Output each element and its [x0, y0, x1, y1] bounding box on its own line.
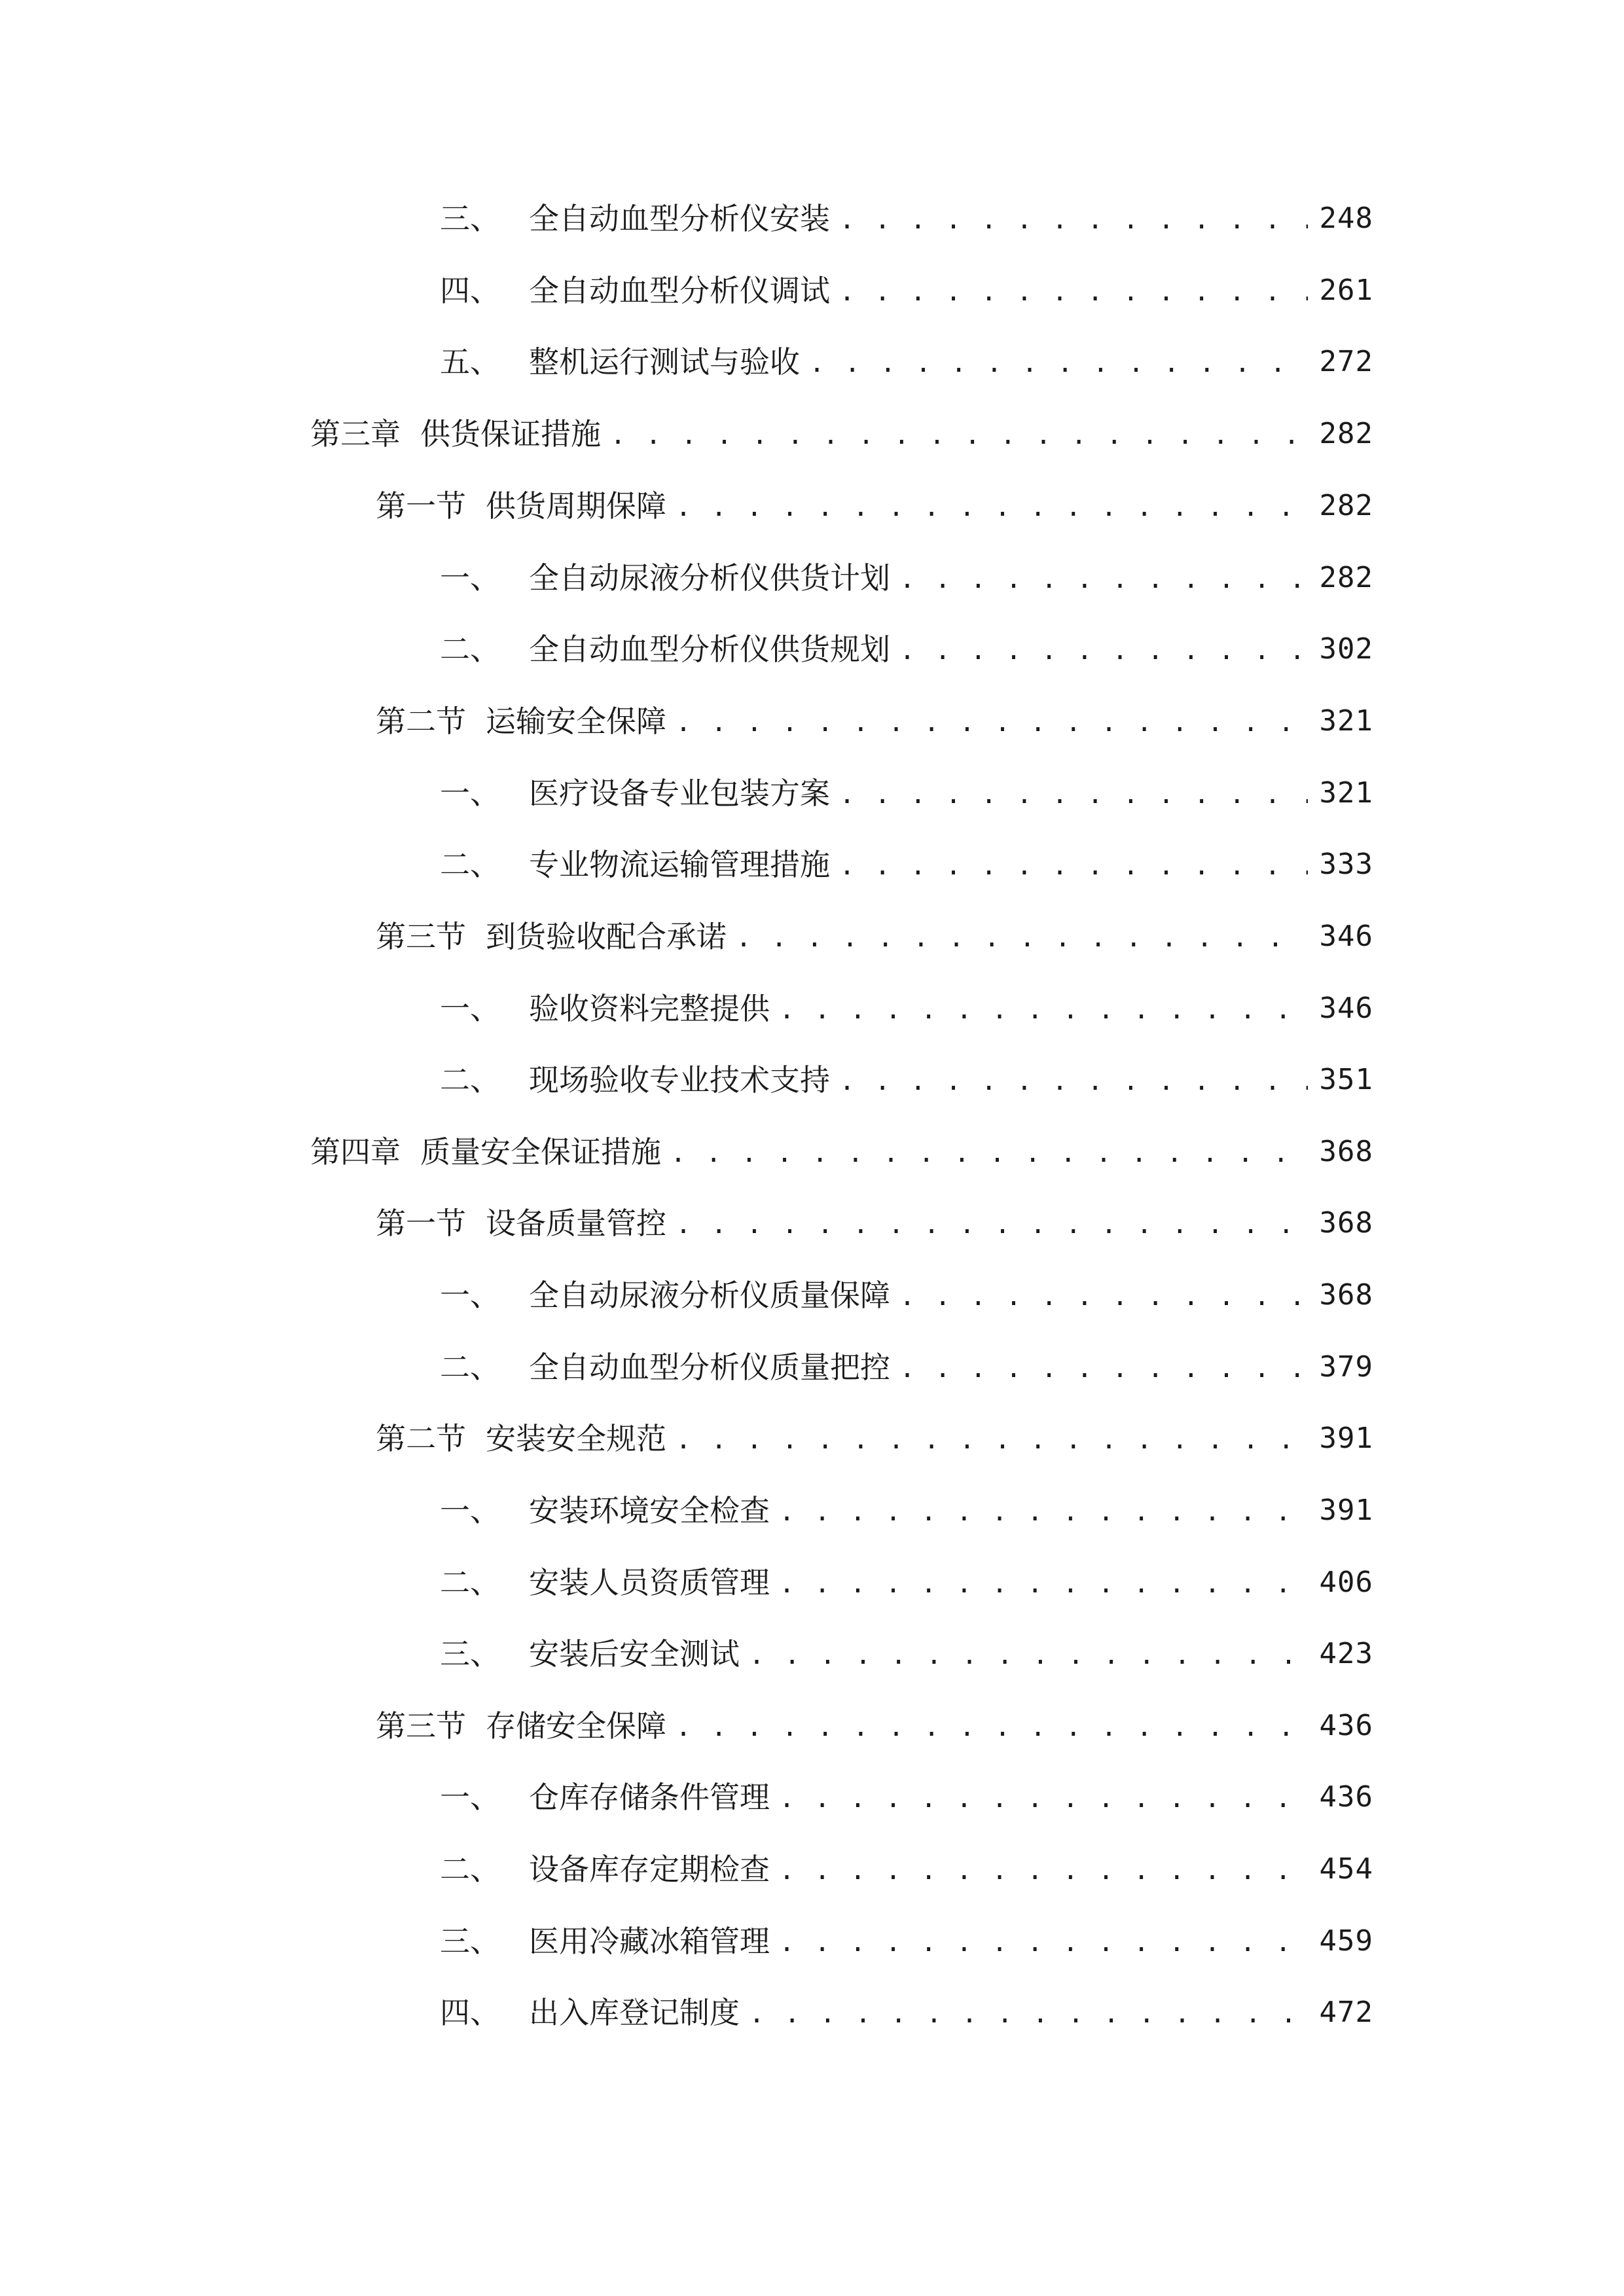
toc-entry-number: 三、 — [440, 1924, 500, 1959]
toc-entry-page-number: 333 — [1319, 848, 1373, 881]
toc-entry-number: 一、 — [440, 991, 500, 1026]
toc-entry — [310, 1126, 1373, 1178]
dot-leader — [610, 408, 1308, 460]
toc-entry-page-number: 368 — [1319, 1206, 1373, 1240]
toc-entry-number: 第一节 — [376, 1206, 466, 1241]
toc-entry-number: 三、 — [440, 201, 500, 236]
toc-entry — [440, 1628, 1373, 1680]
toc-entry-page-number: 454 — [1319, 1852, 1373, 1886]
dot-leader — [676, 480, 1308, 532]
toc-entry — [376, 1197, 1373, 1249]
toc-entry — [376, 910, 1373, 963]
toc-entry-page-number: 272 — [1319, 345, 1373, 378]
toc-entry-page-number: 282 — [1319, 489, 1373, 522]
toc-entry-number: 第二节 — [376, 1421, 466, 1456]
toc-entry-title: 专业物流运输管理措施 — [529, 847, 830, 882]
toc-entry-title: 全自动血型分析仪调试 — [529, 273, 830, 308]
toc-entry-title: 安装安全规范 — [486, 1421, 666, 1456]
toc-entry-page-number: 423 — [1319, 1637, 1373, 1670]
dot-leader — [670, 1126, 1308, 1178]
toc-entry-number: 第三节 — [376, 919, 466, 954]
dot-leader — [899, 1269, 1308, 1321]
toc-entry-number: 二、 — [440, 632, 500, 667]
toc-entry-number: 一、 — [440, 776, 500, 811]
toc-entry — [440, 336, 1373, 388]
toc-entry — [440, 1341, 1373, 1393]
toc-entry-title: 供货周期保障 — [486, 488, 666, 524]
dot-leader — [839, 264, 1308, 317]
dot-leader — [779, 1771, 1308, 1823]
toc-entry — [376, 480, 1373, 532]
toc-entry-title: 存储安全保障 — [486, 1708, 666, 1744]
toc-entry-title: 安装人员资质管理 — [529, 1565, 770, 1600]
dot-leader — [749, 1986, 1308, 2039]
toc-entry-page-number: 302 — [1319, 632, 1373, 666]
toc-entry — [440, 1484, 1373, 1537]
toc-entry-number: 五、 — [440, 344, 500, 380]
toc-entry-title: 全自动血型分析仪安装 — [529, 201, 830, 236]
toc-entry-title: 验收资料完整提供 — [529, 991, 770, 1026]
toc-entry — [440, 982, 1373, 1035]
toc-entry-number: 二、 — [440, 1852, 500, 1887]
dot-leader — [676, 1700, 1308, 1752]
toc-entry — [376, 1412, 1373, 1465]
dot-leader — [839, 1054, 1308, 1106]
toc-entry-number: 二、 — [440, 1565, 500, 1600]
dot-leader — [736, 910, 1308, 963]
toc-entry-title: 出入库登记制度 — [529, 1995, 740, 2030]
dot-leader — [676, 1197, 1308, 1249]
toc-entry — [440, 838, 1373, 891]
dot-leader — [899, 552, 1308, 604]
dot-leader — [839, 767, 1308, 819]
toc-entry-number: 四、 — [440, 1995, 500, 2030]
dot-leader — [899, 1341, 1308, 1393]
toc-entry-number: 一、 — [440, 1780, 500, 1815]
toc-entry — [440, 1986, 1373, 2039]
toc-entry-page-number: 346 — [1319, 920, 1373, 953]
toc-entry-number: 一、 — [440, 560, 500, 596]
toc-entry-title: 质量安全保证措施 — [420, 1134, 661, 1170]
dot-leader — [779, 982, 1308, 1035]
dot-leader — [839, 192, 1308, 245]
toc-entry-number: 第三章 — [310, 416, 401, 452]
toc-entry-title: 全自动尿液分析仪供货计划 — [529, 560, 890, 596]
toc-entry-number: 第二节 — [376, 704, 466, 739]
toc-entry — [440, 1054, 1373, 1106]
toc-entry-page-number: 368 — [1319, 1278, 1373, 1312]
toc-entry — [440, 767, 1373, 819]
dot-leader — [899, 623, 1308, 675]
toc-entry-number: 二、 — [440, 1062, 500, 1098]
dot-leader — [749, 1628, 1308, 1680]
toc-entry-page-number: 406 — [1319, 1566, 1373, 1599]
toc-entry-title: 医疗设备专业包装方案 — [529, 776, 830, 811]
toc-entry-title: 医用冷藏冰箱管理 — [529, 1924, 770, 1959]
toc-entry-title: 全自动血型分析仪供货规划 — [529, 632, 890, 667]
toc-entry-number: 一、 — [440, 1278, 500, 1313]
toc-entry-title: 设备质量管控 — [486, 1206, 666, 1241]
toc-entry-page-number: 248 — [1319, 202, 1373, 235]
toc-entry-page-number: 282 — [1319, 417, 1373, 450]
toc-entry-number: 二、 — [440, 847, 500, 882]
toc-entry-title: 现场验收专业技术支持 — [529, 1062, 830, 1098]
toc-entry — [440, 1771, 1373, 1823]
dot-leader — [779, 1915, 1308, 1967]
toc-entry-page-number: 282 — [1319, 561, 1373, 594]
toc-entry — [376, 1700, 1373, 1752]
toc-entry-number: 二、 — [440, 1350, 500, 1385]
toc-entry-page-number: 368 — [1319, 1135, 1373, 1168]
toc-entry — [440, 1843, 1373, 1895]
toc-entry-title: 到货验收配合承诺 — [486, 919, 727, 954]
toc-entry-page-number: 472 — [1319, 1996, 1373, 2029]
toc-entry — [440, 1556, 1373, 1609]
toc-entry — [440, 1915, 1373, 1967]
toc-entry-page-number: 436 — [1319, 1709, 1373, 1742]
toc-entry-page-number: 351 — [1319, 1063, 1373, 1096]
toc-entry — [440, 552, 1373, 604]
toc-entry-title: 整机运行测试与验收 — [529, 344, 800, 380]
toc-entry — [310, 408, 1373, 460]
toc-entry-title: 仓库存储条件管理 — [529, 1780, 770, 1815]
dot-leader — [676, 695, 1308, 747]
toc-entry-number: 四、 — [440, 273, 500, 308]
toc-entry-page-number: 261 — [1319, 274, 1373, 307]
dot-leader — [839, 838, 1308, 891]
dot-leader — [779, 1484, 1308, 1537]
toc-entry — [440, 1269, 1373, 1321]
dot-leader — [779, 1556, 1308, 1609]
toc-entry-number: 三、 — [440, 1636, 500, 1672]
toc-entry-title: 运输安全保障 — [486, 704, 666, 739]
toc-entry-title: 供货保证措施 — [420, 416, 601, 452]
toc-entry-number: 第三节 — [376, 1708, 466, 1744]
toc-entry — [440, 264, 1373, 317]
toc-entry — [440, 623, 1373, 675]
toc-entry-page-number: 436 — [1319, 1780, 1373, 1814]
toc-entry-page-number: 459 — [1319, 1924, 1373, 1958]
toc-entry-page-number: 391 — [1319, 1422, 1373, 1455]
toc-entry — [376, 695, 1373, 747]
dot-leader — [809, 336, 1308, 388]
toc-entry-page-number: 379 — [1319, 1350, 1373, 1384]
toc-entry-title: 全自动尿液分析仪质量保障 — [529, 1278, 890, 1313]
toc-entry-number: 一、 — [440, 1493, 500, 1528]
toc-entry — [440, 192, 1373, 245]
dot-leader — [779, 1843, 1308, 1895]
toc-entry-title: 安装环境安全检查 — [529, 1493, 770, 1528]
toc-entry-number: 第四章 — [310, 1134, 401, 1170]
toc-entry-page-number: 321 — [1319, 704, 1373, 738]
toc-entry-page-number: 321 — [1319, 776, 1373, 810]
dot-leader — [676, 1412, 1308, 1465]
toc-entry-page-number: 346 — [1319, 992, 1373, 1025]
toc-entry-page-number: 391 — [1319, 1494, 1373, 1527]
toc-entry-title: 安装后安全测试 — [529, 1636, 740, 1672]
toc-entry-title: 设备库存定期检查 — [529, 1852, 770, 1887]
toc-entry-number: 第一节 — [376, 488, 466, 524]
toc-entry-title: 全自动血型分析仪质量把控 — [529, 1350, 890, 1385]
